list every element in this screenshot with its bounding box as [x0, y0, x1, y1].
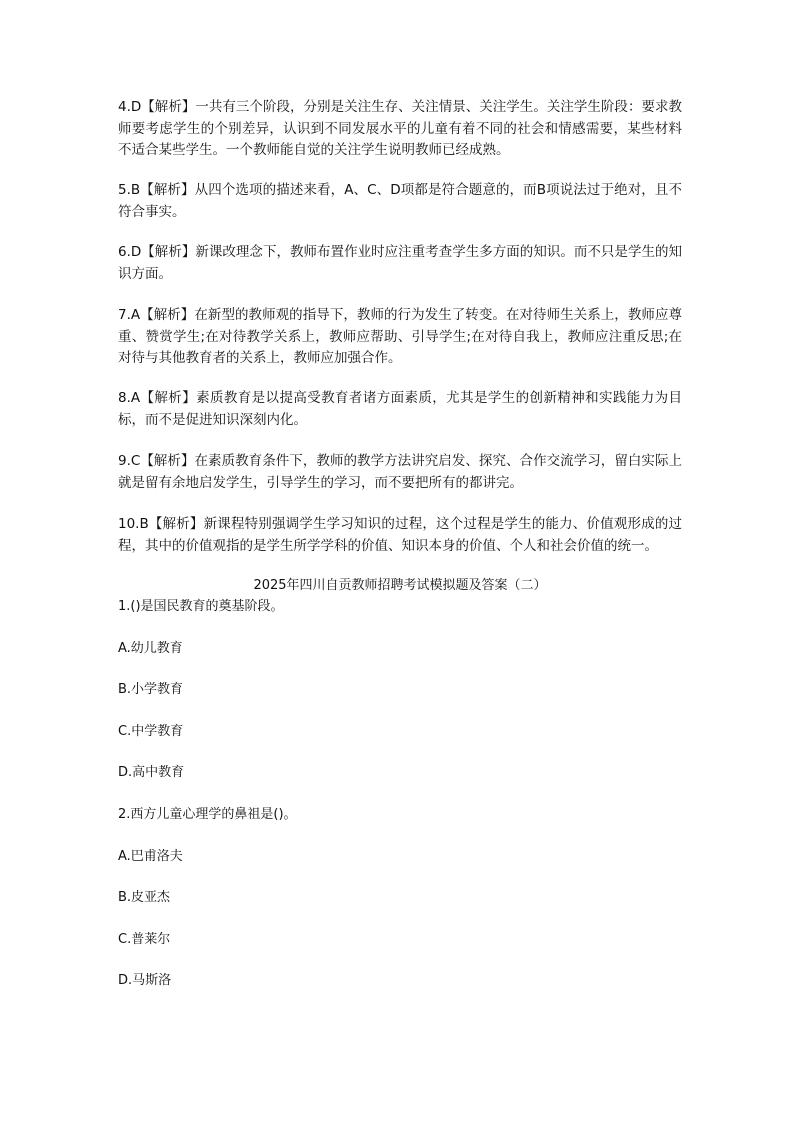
question-2-option-a: A.巴甫洛夫 — [118, 849, 183, 864]
answer-explanation-8: 8.A【解析】素质教育是以提高受教育者诸方面素质，尤其是学生的创新精神和实践能力为目标，而不是促进知识深刻内化。 — [118, 390, 682, 428]
question-1-option-d: D.高中教育 — [118, 765, 185, 780]
answer-explanation-9: 9.C【解析】在素质教育条件下，教师的教学方法讲究启发、探究、合作交流学习，留白实际上就是留有余地启发学生，引导学生的学习，而不要把所有的都讲完。 — [118, 453, 682, 491]
answer-explanation-5: 5.B【解析】从四个选项的描述来看，A、C、D项都是符合题意的，而B项说法过于绝对，且不符合事实。 — [118, 182, 682, 220]
question-1-option-a: A.幼儿教育 — [118, 641, 183, 656]
question-2-option-d: D.马斯洛 — [118, 973, 172, 988]
answer-explanation-10: 10.B【解析】新课程特别强调学生学习知识的过程，这个过程是学生的能力、价值观形成的过程，其中的价值观指的是学生所学学科的价值、知识本身的价值、个人和社会价值的统一。 — [118, 516, 682, 554]
answer-explanation-6: 6.D【解析】新课改理念下，教师布置作业时应注重考查学生多方面的知识。而不只是学生的知识方面。 — [118, 244, 682, 282]
question-1-stem: 1.()是国民教育的奠基阶段。 — [118, 599, 284, 614]
answer-explanation-4: 4.D【解析】一共有三个阶段，分别是关注生存、关注情景、关注学生。关注学生阶段：要求教师要考虑学生的个别差异，认识到不同发展水平的儿童有着不同的社会和情感需要，某些材料不适合某些学生。一个教师能自觉的关注学生说明教师已经成熟。 — [118, 99, 682, 158]
question-2-stem: 2.西方儿童心理学的鼻祖是()。 — [118, 807, 297, 822]
question-1-option-b: B.小学教育 — [118, 682, 184, 697]
question-1-option-c: C.中学教育 — [118, 724, 184, 739]
answer-explanation-7: 7.A【解析】在新型的教师观的指导下，教师的行为发生了转变。在对待师生关系上，教师应尊重、赞赏学生;在对待教学关系上，教师应帮助、引导学生;在对待自我上，教师应注重反思;在对待与其他教育者的关系上，教师应加强合作。 — [118, 307, 682, 366]
question-2-option-c: C.普莱尔 — [118, 932, 171, 947]
question-2-option-b: B.皮亚杰 — [118, 890, 171, 905]
section-title: 2025年四川自贡教师招聘考试模拟题及答案（二） — [253, 578, 547, 593]
